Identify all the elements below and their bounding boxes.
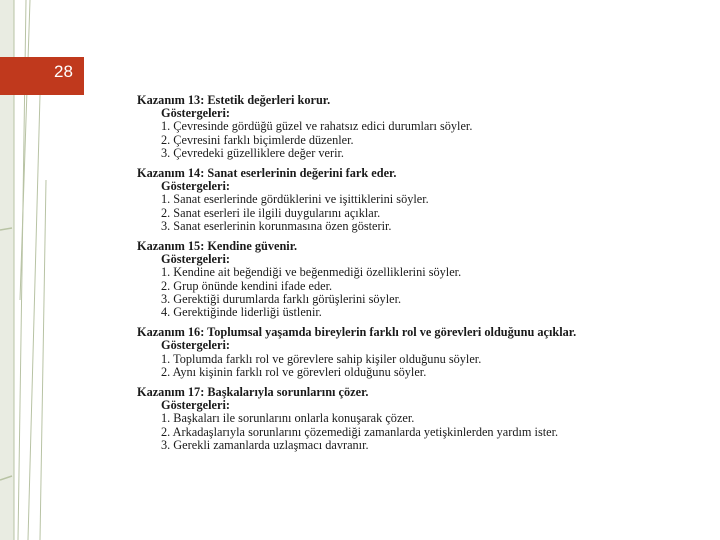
indicators (137, 107, 697, 160)
outcome-heading: Kazanım 16: Toplumsal yaşamda bireylerin farklı rol ve görevleri olduğunu açıklar. (137, 325, 577, 340)
indicator-item: 2. Arkadaşlarıyla sorunlarını çözemediği zamanlarda yetişkinlerden yardım ister. (161, 424, 559, 439)
indicator-item: 2. Çevresini farklı biçimlerde düzenler. (161, 132, 354, 147)
indicator-item: 1. Kendine ait beğendiği ve beğenmediği özelliklerini söyler. (161, 265, 462, 280)
indicators-label: Göstergeleri: (161, 179, 230, 194)
content-area (137, 94, 697, 459)
indicator-item: 4. Gerektiğinde liderliği üstlenir. (161, 305, 322, 320)
indicator-item: 3. Gerektiği durumlarda farklı görüşlerini söyler. (161, 291, 402, 306)
indicators-label: Göstergeleri: (161, 106, 230, 121)
indicator-item: 3. Sanat eserlerinin korunmasına özen gösterir. (161, 218, 392, 233)
indicators (137, 253, 697, 319)
indicators-label: Göstergeleri: (161, 398, 230, 413)
deco-line (40, 180, 46, 540)
outcome-block-15 (137, 240, 697, 319)
outcome-block-16 (137, 326, 697, 379)
indicator-item: 1. Çevresinde gördüğü güzel ve rahatsız edici durumları söyler. (161, 119, 473, 134)
indicator-item: 2. Sanat eserleri ile ilgili duygularını açıklar. (161, 205, 381, 220)
indicators-label: Göstergeleri: (161, 252, 230, 267)
outcome-block-17 (137, 386, 697, 452)
indicators-label: Göstergeleri: (161, 338, 230, 353)
outcome-block-13 (137, 94, 697, 160)
outcome-heading: Kazanım 13: Estetik değerleri korur. (137, 93, 331, 107)
outcome-heading: Kazanım 15: Kendine güvenir. (137, 239, 298, 254)
indicator-item: 1. Toplumda farklı rol ve görevlere sahip kişiler olduğunu söyler. (161, 351, 482, 366)
indicator-item: 3. Çevredeki güzelliklere değer verir. (161, 145, 345, 160)
indicator-item: 2. Grup önünde kendini ifade eder. (161, 278, 333, 293)
indicator-item: 1. Sanat eserlerinde gördüklerini ve işittiklerini söyler. (161, 192, 429, 207)
deco-stroke (0, 476, 12, 480)
indicator-item: 3. Gerekli zamanlarda uzlaşmacı davranır. (161, 437, 369, 452)
page-number: 28 (54, 62, 73, 81)
indicators (137, 399, 697, 452)
indicators (137, 180, 697, 233)
indicators (137, 339, 697, 379)
deco-line (28, 95, 40, 540)
outcome-block-14 (137, 167, 697, 233)
outcome-heading: Kazanım 17: Başkalarıyla sorunlarını çözer. (137, 385, 369, 400)
indicator-item: 2. Aynı kişinin farklı rol ve görevleri olduğunu söyler. (161, 364, 427, 379)
indicator-item: 1. Başkaları ile sorunlarını onlarla konuşarak çözer. (161, 411, 415, 426)
outcome-heading: Kazanım 14: Sanat eserlerinin değerini fark eder. (137, 166, 397, 181)
deco-stroke (0, 228, 12, 230)
